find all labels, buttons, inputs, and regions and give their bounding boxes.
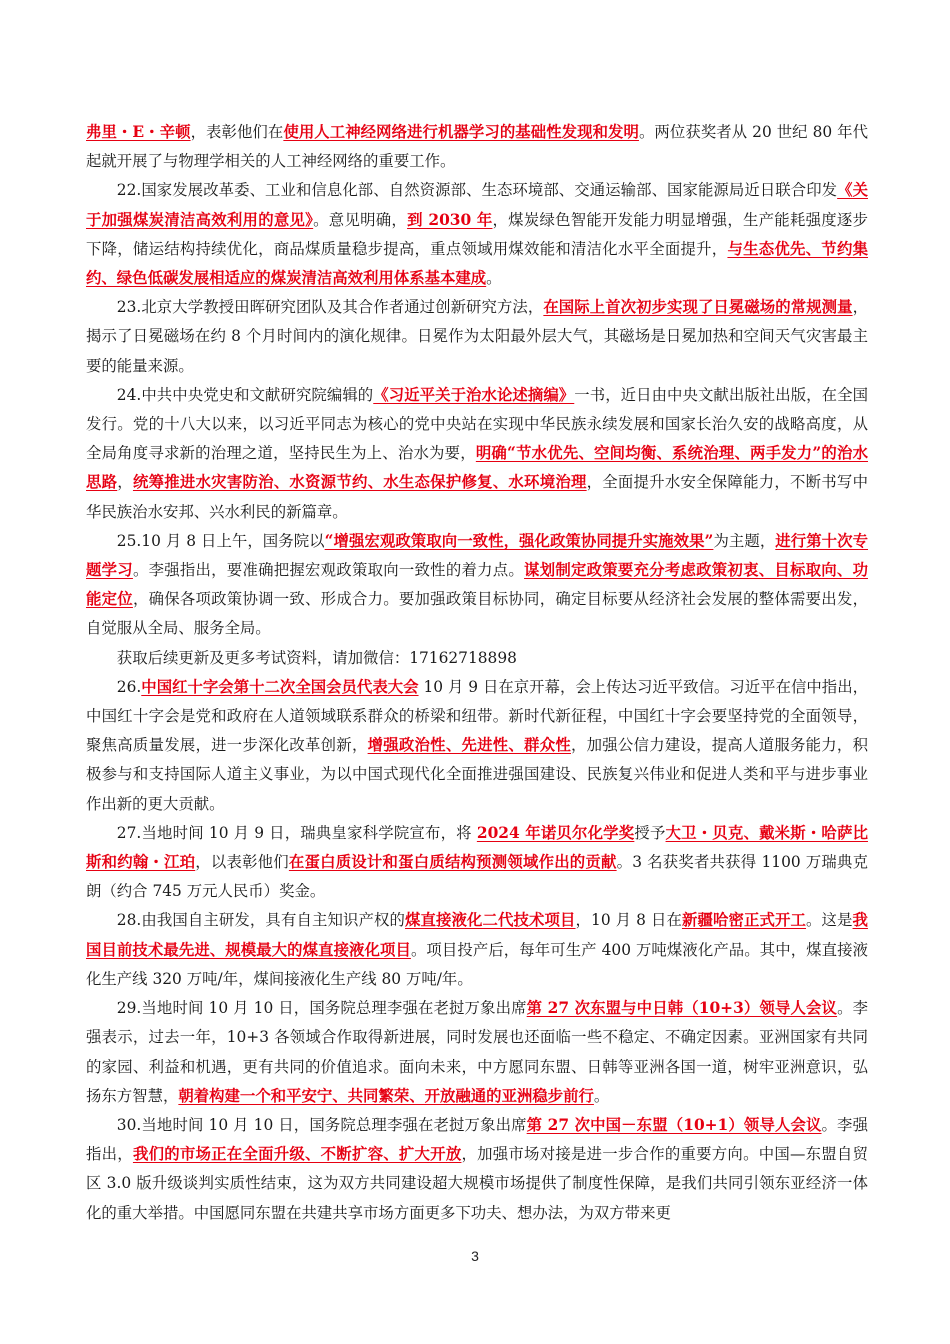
highlight-span: 使用人工神经网络进行机器学习的基础性发现和发明: [283, 123, 639, 141]
text-span: ，揭示了日冕磁场在约 8 个月时间内的演化规律。日冕作为太阳最外层大气，其磁场是日冕加热和空间天气灾害最主要的能量来源。: [86, 298, 868, 375]
highlight-span: 《关于加强煤炭清洁高效利用的意见》: [86, 181, 868, 229]
paragraph-21-cont: [86, 118, 868, 176]
highlight-span: 2024 年诺贝尔化学奖: [476, 823, 635, 842]
highlight-span: 弗里・E・辛顿: [86, 123, 191, 141]
text-span: 。李强指出，要准确把握宏观政策取向一致性的着力点。: [132, 561, 525, 580]
text-span: 为主题，: [713, 531, 776, 550]
text-span: 25.10 月 8 日上午，国务院以: [116, 531, 325, 550]
text-span: ，10 月 8 日在: [575, 911, 682, 930]
highlight-span: 增强政治性、先进性、群众性: [367, 736, 571, 755]
text-span: ，表彰他们在: [190, 123, 284, 141]
highlight-span: 大卫・贝克、戴米斯・哈萨比斯和约翰・江珀: [86, 823, 868, 872]
highlight-span: 在蛋白质设计和蛋白质结构预测领域作出的贡献: [288, 853, 617, 872]
text-span: ，加强公信力建设，提高人道服务能力，积极参与和支持国际人道主义事业，为以中国式现代化全面推进强国建设、民族复兴伟业和促进人类和平与进步事业作出新的更大贡献。: [86, 736, 868, 813]
highlight-span: 统筹推进水灾害防治、水资源节约、水生态保护修复、水环境治理: [132, 473, 587, 492]
text-span: 22.国家发展改革委、工业和信息化部、自然资源部、生态环境部、交通运输部、国家能源局近日联合印发: [116, 181, 838, 200]
text-span: ，加强市场对接是进一步合作的重要方向。中国—东盟自贸区 3.0 版升级谈判实质性结束，这为双方共同建设超大规模市场提供了制度性保障，是我们共同引领东亚经济一体化的重大举措。中国愿同东盟在共建共享市场方面更多下功夫、想办法，为双方带来更: [86, 1145, 868, 1222]
highlight-span: 中国红十字会第十二次全国会员代表大会: [141, 677, 419, 696]
text-span: ，确保各项政策协调一致、形成合力。要加强政策目标协同，确定目标要从经济社会发展的整体需要出发，自觉服从全局、服务全局。: [86, 590, 868, 638]
highlight-span: 进行第十次专题学习: [86, 531, 868, 580]
text-span: 。3 名获奖者共获得 1100 万瑞典克朗（约合 745 万元人民币）奖金。: [86, 853, 868, 901]
page-number: 3: [471, 1248, 479, 1264]
paragraph-26: [86, 673, 868, 819]
highlight-span: “增强宏观政策取向一致性，强化政策协同提升实施效果”: [324, 531, 714, 550]
paragraph-28: [86, 906, 868, 994]
paragraph-24: [86, 381, 868, 527]
text-span: 29.当地时间 10 月 10 日，国务院总理李强在老挝万象出席: [116, 999, 527, 1018]
highlight-span: 明确“节水优先、空间均衡、系统治理、两手发力”的治水思路: [86, 444, 868, 492]
text-span: ，全面提升水安全保障能力，不断书写中华民族治水安邦、兴水利民的新篇章。: [86, 473, 868, 521]
text-span: 10 月 9 日在京开幕，会上传达习近平致信。习近平在信中指出，中国红十字会是党和政府在人道领域联系群众的桥梁和纽带。新时代新征程，中国红十字会要坚持党的全面领导，聚焦高质量发展，进一步深化改革创新，: [86, 677, 868, 755]
text-span: 。: [486, 269, 502, 288]
text-span: 。项目投产后，每年可生产 400 万吨煤液化产品。其中，煤直接液化生产线 320 万吨/年，煤间接液化生产线 80 万吨/年。: [86, 940, 868, 988]
text-span: ，煤炭绿色智能开发能力明显增强，生产能耗强度逐步下降，储运结构持续优化，商品煤质量稳步提高，重点领域用煤效能和清洁化水平全面提升，: [86, 210, 868, 258]
text-span: 28.由我国自主研发，具有自主知识产权的: [116, 911, 405, 930]
highlight-span: 第 27 次东盟与中日韩（10+3）领导人会议: [526, 999, 838, 1018]
text-span: 30.当地时间 10 月 10 日，国务院总理李强在老挝万象出席: [116, 1115, 527, 1134]
text-span: 23.北京大学教授田晖研究团队及其合作者通过创新研究方法，: [116, 298, 544, 317]
text-span: 26.: [116, 677, 142, 696]
text-span: 27.当地时间 10 月 9 日，瑞典皇家科学院宣布，将: [116, 823, 477, 842]
highlight-span: 第 27 次中国－东盟（10+1）领导人会议: [526, 1115, 822, 1134]
text-span: 。李强表示，过去一年，10+3 各领域合作取得新进展，同时发展也还面临一些不稳定、不确定因素。亚洲国家有共同的家园、利益和机遇，更有共同的价值追求。面向未来，中方愿同东盟、日韩等亚洲各国一道，树牢亚洲意识，弘扬东方智慧，: [86, 999, 868, 1105]
text-span: 。这是: [806, 911, 853, 930]
highlight-span: 我国目前技术最先进、规模最大的煤直接液化项目: [86, 911, 868, 959]
highlight-span: 朝着构建一个和平安宁、共同繁荣、开放融通的亚洲稳步前行: [178, 1086, 594, 1105]
paragraph-23: [86, 293, 868, 381]
highlight-span: 煤直接液化二代技术项目: [404, 911, 576, 930]
text-span: 。两位获奖者从 20 世纪 80 年代起就开展了与物理学相关的人工神经网络的重要工作。: [86, 123, 868, 171]
text-span: 。意见明确，: [313, 210, 408, 229]
text-span: 。: [593, 1086, 610, 1105]
highlight-span: 到 2030 年: [407, 210, 493, 229]
text-span: 一书，近日由中央文献出版社出版，在全国发行。党的十八大以来，以习近平同志为核心的党中央站在实现中华民族永续发展和国家长治久安的战略高度，从全局角度寻求新的治理之道，坚持民生为上、治水为要，: [86, 385, 868, 463]
paragraph-25: [86, 527, 868, 644]
document-body: [86, 118, 868, 1228]
paragraph-30: [86, 1111, 868, 1228]
highlight-span: 与生态优先、节约集约、绿色低碳发展相适应的煤炭清洁高效利用体系基本建成: [86, 239, 868, 288]
paragraph-27: [86, 819, 868, 907]
highlight-span: 新疆哈密正式开工: [681, 911, 807, 930]
text-span: 24.中共中央党史和文献研究院编辑的: [116, 385, 374, 404]
text-span: ，: [117, 473, 133, 492]
highlight-span: 《习近平关于治水论述摘编》: [373, 385, 575, 404]
text-span: ，以表彰他们: [195, 853, 289, 872]
text-span: 。李强指出，: [86, 1115, 868, 1164]
text-span: 授予: [634, 823, 666, 842]
highlight-span: 在国际上首次初步实现了日冕磁场的常规测量: [543, 298, 853, 317]
highlight-span: 我们的市场正在全面升级、不断扩容、扩大开放: [132, 1145, 462, 1164]
highlight-span: 谋划制定政策要充分考虑政策初衷、目标取向、功能定位: [86, 561, 868, 609]
text-span: 获取后续更新及更多考试资料，请加微信：17162718898: [116, 648, 517, 667]
paragraph-29: [86, 994, 868, 1111]
paragraph-22: [86, 176, 868, 293]
wechat-notice: [86, 644, 868, 673]
